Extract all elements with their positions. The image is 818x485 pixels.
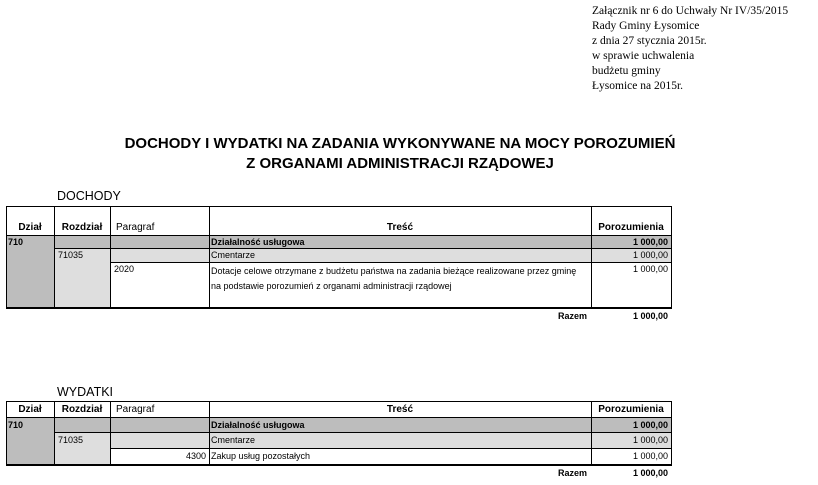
row-tresc: Zakup usług pozostałych	[211, 451, 311, 461]
note-line: w sprawie uchwalenia	[592, 50, 695, 62]
row-shade	[110, 249, 209, 262]
wydatki-label: WYDATKI	[57, 385, 114, 399]
header-paragraf: Paragraf	[116, 404, 155, 415]
razem-label: Razem	[557, 311, 587, 321]
row-shade	[54, 418, 110, 432]
header-porozumienia: Porozumienia	[598, 222, 664, 233]
header-paragraf: Paragraf	[116, 222, 155, 233]
row-kwota: 1 000,00	[632, 435, 668, 445]
row-kwota: 1 000,00	[632, 250, 668, 260]
row-shade	[110, 432, 209, 448]
note-line: budżetu gminy	[592, 65, 661, 77]
row-tresc: Cmentarze	[211, 435, 256, 445]
attachment-note	[592, 4, 788, 94]
row-tresc: Działalność usługowa	[211, 420, 305, 430]
row-paragraf: 2020	[114, 264, 135, 274]
document-title-line1: DOCHODY I WYDATKI NA ZADANIA WYKONYWANE NA MOCY POROZUMIEŃ	[124, 135, 676, 152]
note-line: Łysomice na 2015r.	[592, 80, 684, 92]
razem-value: 1 000,00	[632, 468, 668, 478]
header-rozdzial: Rozdział	[61, 222, 103, 233]
razem-value: 1 000,00	[632, 311, 668, 321]
row-rozdzial: 71035	[58, 250, 84, 260]
row-dzial: 710	[8, 237, 24, 247]
header-tresc: Treść	[386, 404, 414, 415]
row-tresc: Dotacje celowe otrzymane z budżetu państwa na zadania bieżące realizowane przez gminę na podstawie porozumień z organami administracji rządowej	[211, 266, 577, 291]
row-paragraf: 4300	[185, 451, 206, 461]
header-tresc: Treść	[386, 222, 414, 233]
row-kwota: 1 000,00	[632, 451, 668, 461]
note-line: Rady Gminy Łysomice	[592, 20, 700, 32]
row-tresc: Działalność usługowa	[211, 237, 305, 247]
header-dzial: Dział	[18, 404, 42, 415]
row-tresc: Cmentarze	[211, 250, 256, 260]
row-rozdzial: 71035	[58, 435, 84, 445]
row-kwota: 1 000,00	[632, 264, 668, 274]
dochody-label: DOCHODY	[57, 189, 121, 203]
row-shade	[110, 418, 209, 432]
note-line: Załącznik nr 6 do Uchwały Nr IV/35/2015	[592, 5, 789, 17]
document-title-line2: Z ORGANAMI ADMINISTRACJI RZĄDOWEJ	[246, 155, 554, 172]
row-kwota: 1 000,00	[632, 237, 668, 247]
row-dzial: 710	[8, 420, 24, 430]
header-porozumienia: Porozumienia	[598, 404, 664, 415]
header-dzial: Dział	[18, 222, 42, 233]
note-line: z dnia 27 stycznia 2015r.	[592, 35, 707, 47]
razem-label: Razem	[557, 468, 587, 478]
header-rozdzial: Rozdział	[61, 404, 103, 415]
row-kwota: 1 000,00	[632, 420, 668, 430]
